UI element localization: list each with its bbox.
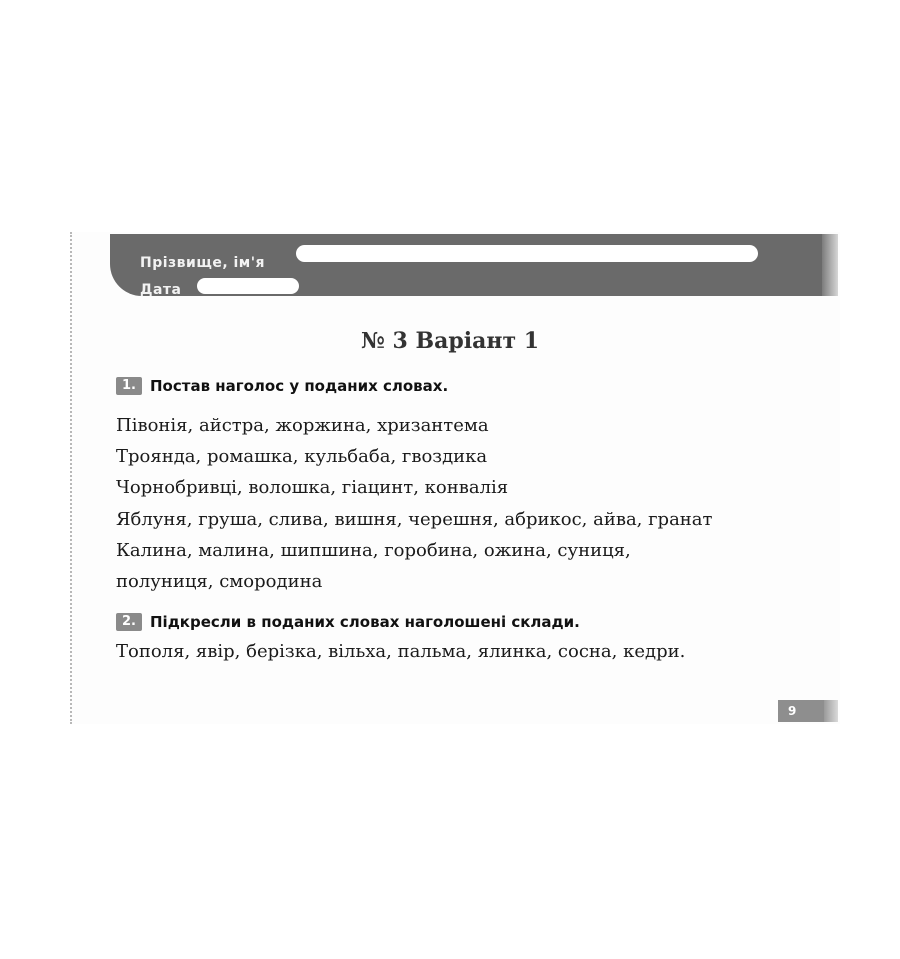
task-2-number: 2. <box>116 613 142 631</box>
page-edge-divider <box>70 232 72 724</box>
task-2-words: Тополя, явір, берізка, вільха, пальма, ялинка, сосна, кедри. <box>116 641 686 662</box>
word-line: Троянда, ромашка, кульбаба, гвоздика <box>116 446 488 468</box>
page-number: 9 <box>778 700 824 722</box>
word-line: Чорнобривці, волошка, гіацинт, конвалія <box>116 477 509 499</box>
task-2-instruction: Підкресли в поданих словах наголошені склади. <box>150 613 580 631</box>
word-line: Яблуня, груша, слива, вишня, черешня, абрикос, айва, гранат <box>116 508 713 530</box>
task-1-number: 1. <box>116 377 142 395</box>
page-number-edge-shadow <box>824 700 838 722</box>
task-1-instruction: Постав наголос у поданих словах. <box>150 377 449 395</box>
word-line: полуниця, смородина <box>116 571 323 593</box>
task-1-words <box>116 410 816 597</box>
header-edge-shadow <box>822 234 838 296</box>
page-title: № 3 Варіант 1 <box>360 328 540 354</box>
word-line: Калина, малина, шипшина, горобина, ожина, суниця, <box>116 539 631 561</box>
task-1-heading <box>116 377 448 395</box>
date-label: Дата <box>140 282 182 298</box>
task-2-heading <box>116 613 580 631</box>
name-field[interactable] <box>296 245 758 262</box>
word-line: Півонія, айстра, жоржина, хризантема <box>116 415 489 436</box>
name-label: Прізвище, ім'я <box>140 255 266 271</box>
date-field[interactable] <box>197 278 299 294</box>
